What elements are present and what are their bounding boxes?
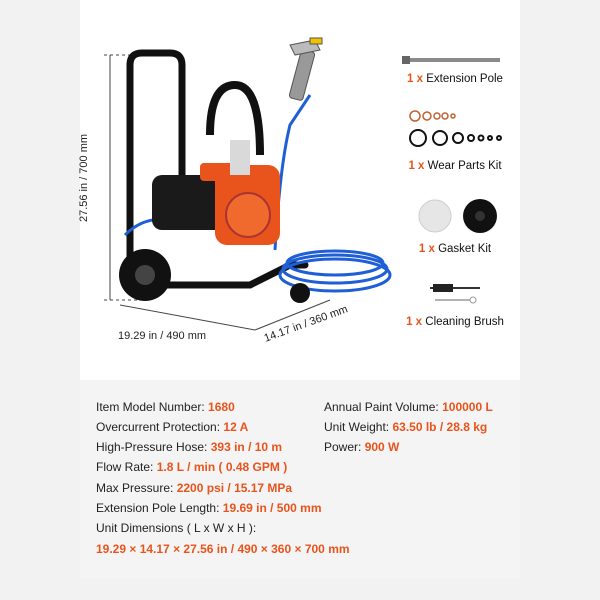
accessory-gasket-kit: 1 x Gasket Kit — [418, 243, 492, 255]
spec-pole-length: Extension Pole Length: 19.69 in / 500 mm — [96, 501, 322, 515]
wear-parts-kit-image — [403, 108, 513, 148]
width-dimension-line — [120, 305, 255, 330]
extension-pole-image — [400, 50, 510, 70]
spec-flow-rate: Flow Rate: 1.8 L / min ( 0.48 GPM ) — [96, 460, 288, 474]
accessory-wear-parts-kit: 1 x Wear Parts Kit — [408, 160, 502, 172]
accessory-cleaning-brush: 1 x Cleaning Brush — [406, 316, 504, 328]
depth-dimension-label: 14.17 in / 360 mm — [262, 303, 350, 345]
spec-unit-dimensions-label: Unit Dimensions ( L x W x H ): — [96, 521, 257, 535]
spec-unit-dimensions-value: 19.29 × 14.17 × 27.56 in / 490 × 360 × 700 mm — [96, 542, 350, 556]
accessory-extension-pole: 1 x Extension Pole — [407, 73, 503, 85]
height-dimension-label: 27.56 in / 700 mm — [78, 133, 91, 223]
spec-power: Power: 900 W — [324, 440, 400, 454]
pump-flywheel — [226, 193, 270, 237]
spec-model: Item Model Number: 1680 — [96, 400, 235, 414]
width-dimension-label: 19.29 in / 490 mm — [118, 330, 207, 342]
rear-foot — [290, 283, 310, 303]
spec-hose: High-Pressure Hose: 393 in / 10 m — [96, 440, 283, 454]
gasket-kit-image — [415, 198, 505, 234]
spec-weight: Unit Weight: 63.50 lb / 28.8 kg — [324, 420, 488, 434]
spec-paint-volume: Annual Paint Volume: 100000 L — [324, 400, 493, 414]
paint-sprayer-illustration — [90, 35, 410, 345]
spec-max-pressure: Max Pressure: 2200 psi / 15.17 MPa — [96, 481, 293, 495]
pressure-gauge-assembly — [230, 140, 250, 175]
cleaning-brush-image — [425, 278, 485, 308]
spec-overcurrent: Overcurrent Protection: 12 A — [96, 420, 249, 434]
spray-gun — [289, 38, 322, 101]
